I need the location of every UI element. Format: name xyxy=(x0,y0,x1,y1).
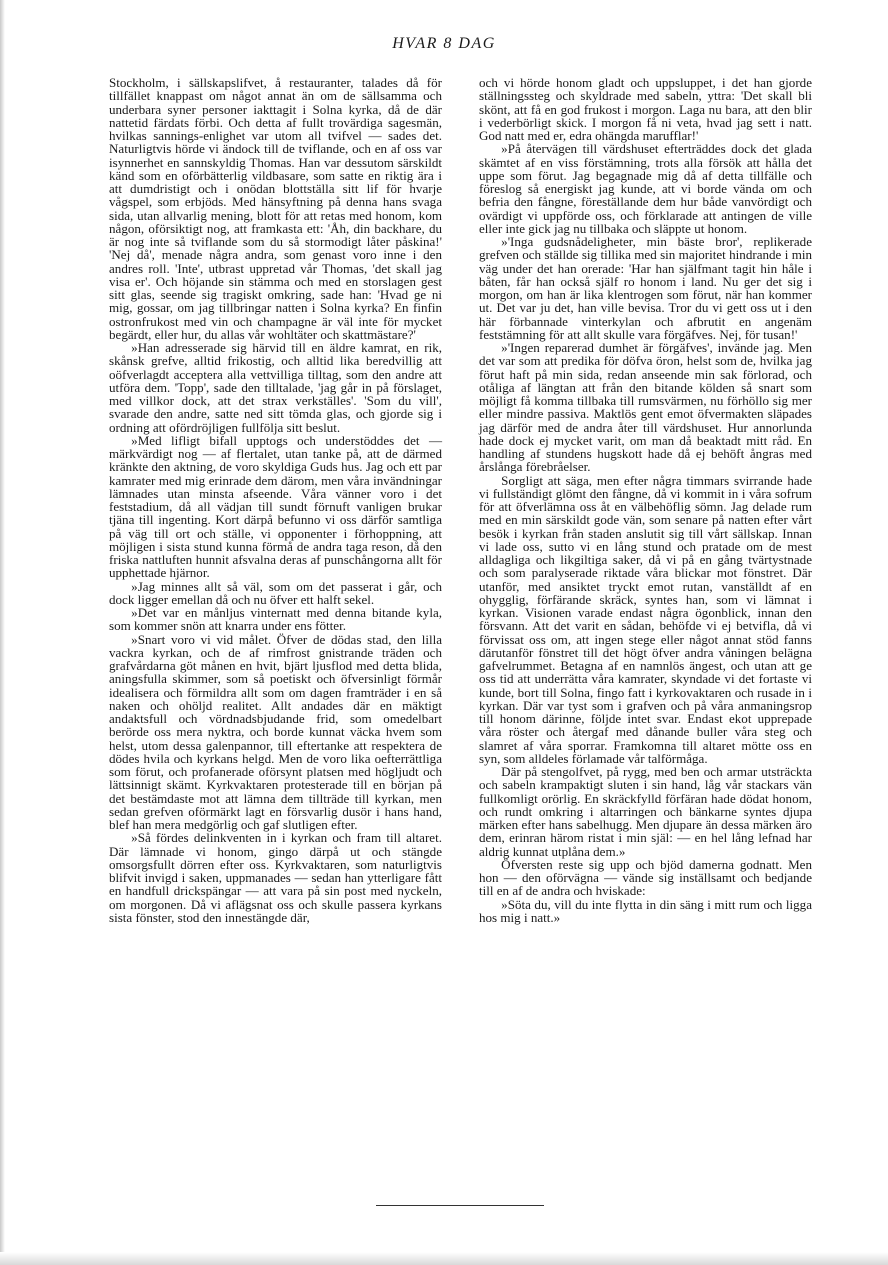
paragraph: »Han adresserade sig härvid till en äldre kamrat, en rik, skånsk grefve, alltid frikostig, och alltid lika beredvillig att oöfverlagdt acceptera alla vettvilliga tilltag, som den andre att utföra dem. 'Topp', sade den tilltalade, 'jag går in på förslaget, med villkor dock, att det strax verkställes'. 'Som du vill', svarade den andre, satte ned sitt tömda glas, och gjorde sig i ordning att ofördröjligen fullfölja sitt beslut. xyxy=(109,340,442,435)
paragraph: »Med lifligt bifall upptogs och understöddes det — märkvärdigt nog — af flertalet, utan tanke på, att de därmed kränkte den aktning, de voro skyldiga Guds hus. Jag och ett par kamrater med mig erinrade dem därom, men våra invändningar lämnades utan minsta afseende. Våra vänner voro i det feststadium, då all vädjan till sundt förnuft vanligen brukar tjäna till ingenting. Kort därpå befunno vi oss därför samtliga på väg till ort och ställe, vi opponenter i förhoppning, att möjligen i sista stund kunna förmå de andra taga reson, då den friska nattluften hunnit afsvalna deras af punschångorna allt för upphettade hjärnor. xyxy=(109,432,442,581)
paragraph: »'Inga gudsnådeligheter, min bäste bror', replikerade grefven och ställde sig tillika med sin majoritet hindrande i min väg under det han orerade: 'Har han själfmant tagit hin håle i båten, får han också själf ro honom i land. Nu ger det sig i morgon, om han är lika klentrogen som förut, när han kommer ut. Det var ju det, han ville bevisa. Tror du vi gett oss ut i den här förbannade vinterkylan och afbrutit en angenäm feststämning för att allt skulle vara förgäfves. Nej, för tusan!' xyxy=(479,234,812,342)
paragraph: »Jag minnes allt så väl, som om det passerat i går, och dock ligger emellan då och nu öfver ett halft sekel. xyxy=(109,578,442,607)
scan-edge-left xyxy=(0,0,5,1265)
paragraph: Där på stengolfvet, på rygg, med ben och armar utsträckta och sabeln krampaktigt sluten i sin hand, låg vår stackars vän fullkomligt orörlig. En skräckfylld förfäran hade dödat honom, och rundt omkring i altarringen och bänkarne syntes djupa märken efter hans sabelhugg. Men djupare än dessa märken äro dem, erinran härom ristat i min själ: — en hel lång lefnad har aldrig kunnat utplåna dem.» xyxy=(479,764,812,859)
paragraph: »'Ingen reparerad dumhet är förgäfves', invände jag. Men det var som att predika för döfva öron, helst som de, hvilka jag förut haft på min sida, redan anseende min sak förlorad, och otåliga af längtan att från den bitande kölden så snart som möjligt få komma tillbaka till rumsvärmen, nu förhöllo sig mer eller mindre passiva. Maktlös gent emot öfvermakten släpades jag därför med de andra åter till värdshuset. Hur annorlunda hade dock ej mycket varit, om man då beaktadt mitt råd. En handling af stundens hugskott hade då ej behöft ångras med årslånga förebråelser. xyxy=(479,340,812,475)
paragraph: »På återvägen till värdshuset efterträddes dock det glada skämtet af en viss förstämning, trots alla försök att hålla det uppe som förut. Jag begagnade mig då af detta tillfälle och föreslog så energiskt jag kunde, att vi borde vända om och befria den fångne, föreställande dem hur både vanvördigt och ovärdigt vi uppförde oss, och förklarade att antingen de ville eller inte gick jag nu tillbaka och släppte ut honom. xyxy=(479,141,812,236)
paragraph: »Det var en månljus vinternatt med denna bitande kyla, som kommer snön att knarra under ens fötter. xyxy=(109,605,442,634)
page-header: HVAR 8 DAG xyxy=(392,35,496,52)
paragraph: Sorgligt att säga, men efter några timmars svirrande hade vi fullständigt glömt den fångne, då vi kommit in i våra sofrum för att öfverlämna oss åt en välbehöflig sömn. Jag delade rum med en min särskildt gode vän, som senare på natten efter vårt besök i kyrkan från staden anslutit sig till vårt sällskap. Innan vi lade oss, sutto vi en lång stund och pratade om de mest alldagliga och likgiltiga saker, då vi på en gång tvärtystnade och som paralyserade riktade våra blickar mot fönstret. Där utanför, med ansiktet tryckt emot rutan, vanställdt af en ohygglig, förfärande skräck, syntes han, som vi lämnat i kyrkan. Visionen varade endast några ögonblick, innan den försvann. Att det varit en sådan, behöfde vi ej betvifla, då vi förvissat oss om, att ingen stege eller något annat stöd fanns därutanför fönstret till det högt öfver andra våningen belägna gafvelrummet. Betagna af en namnlös ängest, och utan att ge oss tid att underrätta våra kamrater, skyndade vi det fortaste vi kunde, bort till Solna, fingo fatt i kyrkovaktaren och rusade in i kyrkan. Där var tyst som i grafven och på våra anmaningsrop till honom därinne, följde intet svar. Endast ekot upprepade våra röster och återgaf med dånande buller våra steg och slamret af våra sporrar. Framkomna till altaret mötte oss en syn, som alldeles förlamade vår talförmåga. xyxy=(479,472,812,766)
scan-edge-bottom xyxy=(0,1252,888,1265)
paragraph: och vi hörde honom gladt och uppsluppet, i det han gjorde ställningssteg och skyldrade med sabeln, yttra: 'Det skall bli skönt, att få en god frukost i morgon. Laga nu bara, att den blir i vederbörligt skick. I morgon få ni veta, hvad jag sett i natt. God natt med er, edra ohängda marufflar!' xyxy=(479,75,812,143)
paragraph: Stockholm, i sällskapslifvet, å restauranter, talades då för tillfället knappast om något annat än om de sällsamma och underbara syner personer iakttagit i Solna kyrka, då de där nattetid färdats förbi. Och detta af fullt trovärdiga sagesmän, hvilkas sannings-enlighet var utom all tvifvel — sades det. Naturligtvis hörde vi ändock till de tviflande, och en af oss var isynnerhet en sannskyldig Thomas. Han var dessutom särskildt känd som en oförbätterlig vildbasare, som satte en riktig ära i att dumdristigt och i onödan blottställa sitt lif för hvarje vågspel, som erbjöds. Med hänsyftning på denna hans svaga sida, utan allvarlig mening, blott för att retas med honom, kom någon, oförsiktigt nog, att framkasta ett: 'Åh, din backhare, du är nog inte så tviflande som du så stormodigt låter påskina!' 'Nej då', menade några andra, som genast voro inne i den andres roll. 'Inte', utbrast uppretad vår Thomas, 'det skall jag visa er'. Och höjande sin stämma och med en storslagen gest sitt glas, seende sig tragiskt omkring, sade han: 'Hvad ge ni mig, gossar, om jag tillbringar natten i Solna kyrka? En finfin ostronfrukost med vin och champagne är väl inte för mycket begärdt, eller hur, du allas vår wohltäter och skattmästare?' xyxy=(109,75,442,342)
paragraph: »Snart voro vi vid målet. Öfver de dödas stad, den lilla vackra kyrkan, och de af rimfrost gnistrande träden och grafvårdarna göt månen en hvit, bjärt ljusflod med detta blida, aningsfulla skimmer, som så poetiskt och öfversinligt förmår idealisera och förmildra allt som om dagen framträder i en så naken och ohöljd realitet. Allt andades där en mäktigt andaktsfull och vördnadsbjudande frid, som omedelbart berörde oss mera nyktra, och borde kunnat väcka hvem som helst, utom dessa galenpannor, till eftertanke att respektera de dödes hvila och kyrkans helgd. Men de voro lika oefterrättliga som förut, och profanerade oförsynt platsen med högljudt och lättsinnigt skämt. Kyrkvaktaren protesterade till en början på det bestämdaste mot att lämna dem tillträde till kyrkan, men sedan grefven oförmärkt lagt en försvarlig dusör i hans hand, blef han mera medgörlig och gaf slutligen efter. xyxy=(109,631,442,832)
right-column xyxy=(479,76,812,924)
left-column xyxy=(109,76,442,924)
paragraph: Öfversten reste sig upp och bjöd damerna godnatt. Men hon — den oförvägna — vände sig inställsamt och bedjande till en af de andra och hviskade: xyxy=(479,856,812,899)
paragraph: »Söta du, vill du inte flytta in din säng i mitt rum och ligga hos mig i natt.» xyxy=(479,896,812,925)
end-rule xyxy=(376,1205,544,1206)
paragraph: »Så fördes delinkventen in i kyrkan och fram till altaret. Där lämnade vi honom, gingo därpå ut och stängde omsorgsfullt dörren efter oss. Kyrkvaktaren, som naturligtvis blifvit invigd i saken, uppmanades — sedan han ytterligare fått en handfull drickspängar — att vara på sin post med nyckeln, om morgonen. Då vi aflägsnat oss och skulle passera kyrkans sista fönster, stod den innestängde där, xyxy=(109,830,442,925)
